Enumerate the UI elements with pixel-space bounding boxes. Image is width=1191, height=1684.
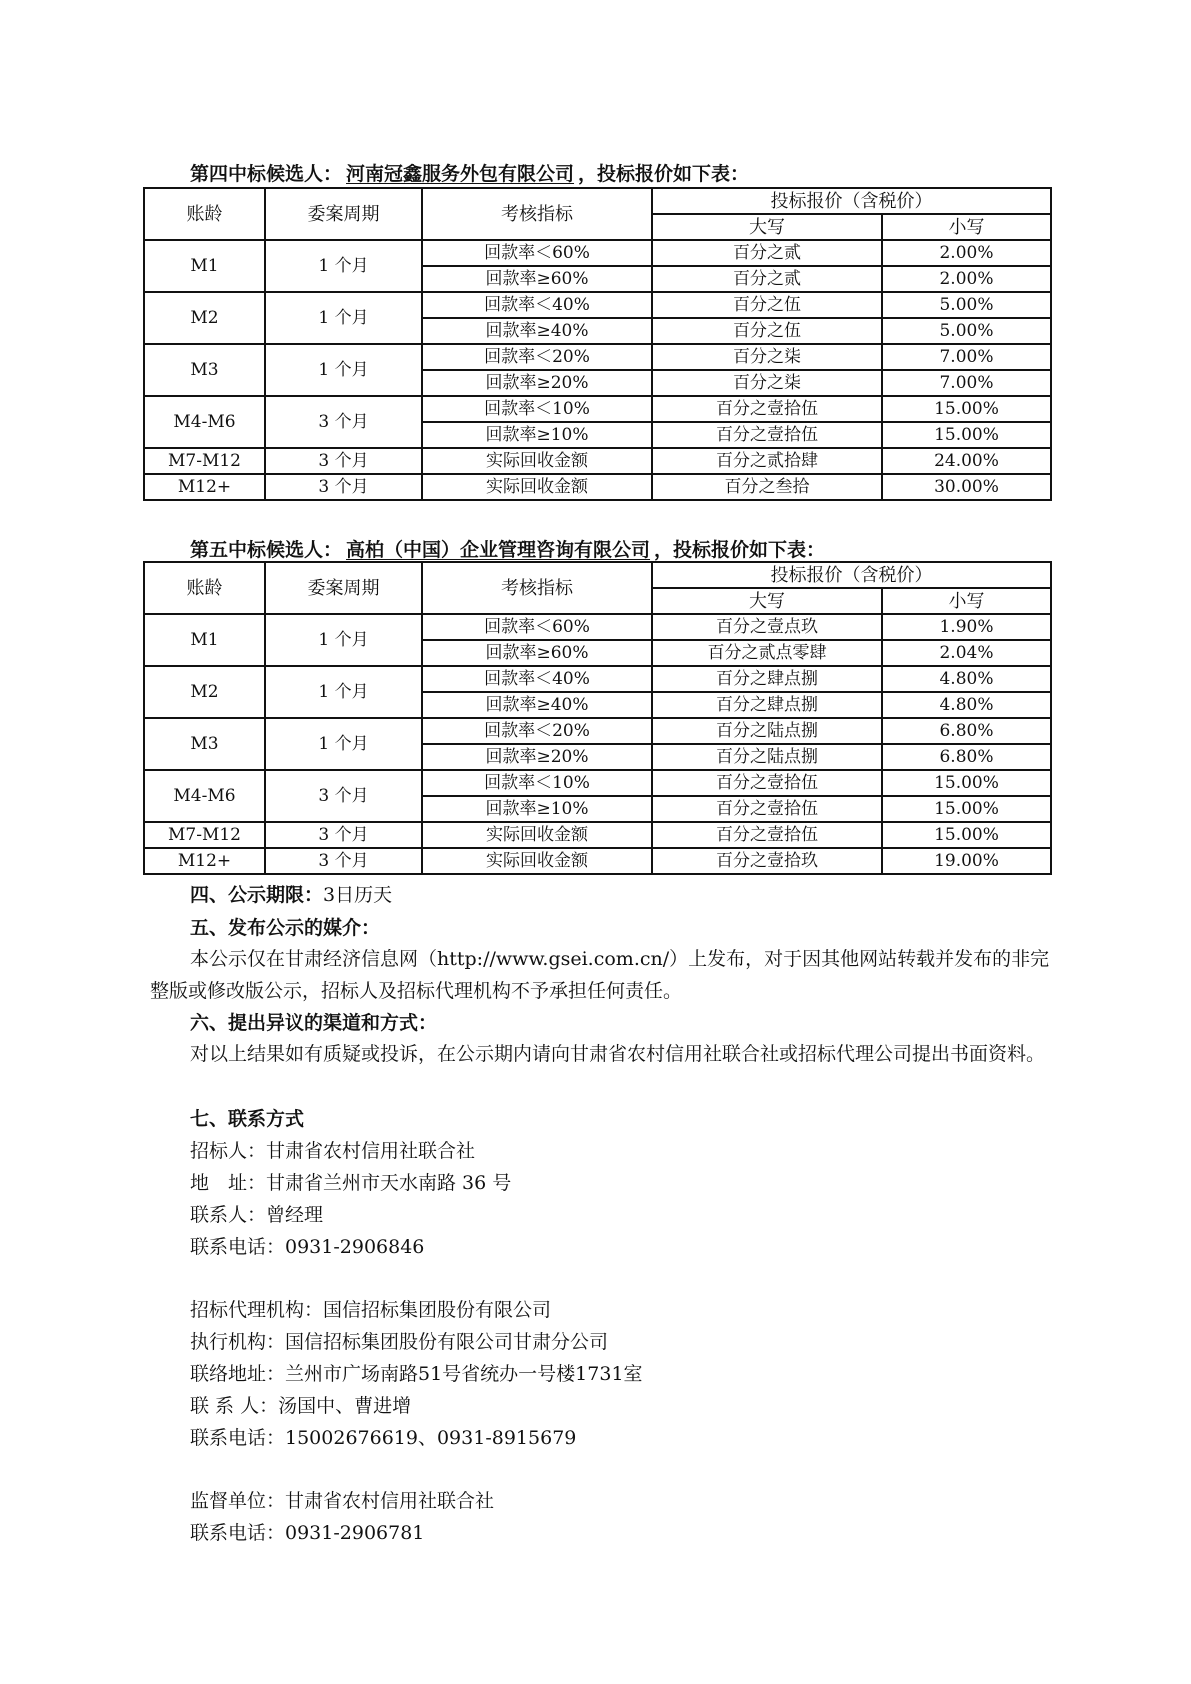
agency-phone: 联系电话：15002676619、0931-8915679	[190, 1427, 577, 1449]
period-cell: 1 个月	[265, 666, 422, 718]
upper-price-cell: 百分之壹拾伍	[652, 422, 882, 448]
table5-caption-prefix: 第五中标候选人：	[190, 539, 343, 561]
lower-price-cell: 2.00%	[882, 240, 1051, 266]
indicator-cell: 回款率≥20%	[422, 744, 652, 770]
lower-price-cell: 15.00%	[882, 822, 1051, 848]
table-row	[144, 614, 1051, 640]
lower-price-cell: 15.00%	[882, 396, 1051, 422]
upper-price-cell: 百分之伍	[652, 318, 882, 344]
upper-price-cell: 百分之叁拾	[652, 474, 882, 500]
indicator-cell: 回款率＜40%	[422, 292, 652, 318]
age-cell: M3	[144, 718, 265, 770]
indicator-cell: 回款率≥20%	[422, 370, 652, 396]
period-cell: 3 个月	[265, 474, 422, 500]
upper-price-cell: 百分之壹拾伍	[652, 770, 882, 796]
lower-price-cell: 4.80%	[882, 666, 1051, 692]
lower-price-cell: 7.00%	[882, 344, 1051, 370]
upper-price-cell: 百分之壹拾伍	[652, 822, 882, 848]
upper-price-cell: 百分之贰	[652, 240, 882, 266]
tenderer-address: 地 址：甘肃省兰州市天水南路 36 号	[190, 1172, 512, 1194]
upper-price-cell: 百分之壹拾伍	[652, 796, 882, 822]
indicator-cell: 回款率＜20%	[422, 718, 652, 744]
lower-price-cell: 4.80%	[882, 692, 1051, 718]
table5-company: 高柏（中国）企业管理咨询有限公司	[346, 539, 651, 561]
table4-caption-prefix: 第四中标候选人：	[190, 163, 343, 185]
upper-price-cell: 百分之伍	[652, 292, 882, 318]
lower-price-cell: 1.90%	[882, 614, 1051, 640]
indicator-cell: 实际回收金额	[422, 822, 652, 848]
table4-caption-suffix: ，投标报价如下表：	[578, 163, 750, 185]
table-row	[144, 666, 1051, 692]
section7-heading: 七、联系方式	[190, 1108, 305, 1130]
indicator-cell: 回款率≥60%	[422, 640, 652, 666]
period-cell: 3 个月	[265, 448, 422, 474]
header-age: 账龄	[144, 562, 265, 614]
header-indicator: 考核指标	[422, 188, 652, 240]
period-cell: 1 个月	[265, 718, 422, 770]
age-cell: M4-M6	[144, 770, 265, 822]
period-cell: 3 个月	[265, 770, 422, 822]
age-cell: M2	[144, 666, 265, 718]
upper-price-cell: 百分之贰拾肆	[652, 448, 882, 474]
indicator-cell: 回款率＜10%	[422, 770, 652, 796]
header-indicator: 考核指标	[422, 562, 652, 614]
upper-price-cell: 百分之贰	[652, 266, 882, 292]
lower-price-cell: 30.00%	[882, 474, 1051, 500]
table-row	[144, 718, 1051, 744]
table4-caption	[190, 159, 749, 186]
table-row	[144, 344, 1051, 370]
supervisor-phone: 联系电话：0931-2906781	[190, 1522, 425, 1544]
table-row	[144, 396, 1051, 422]
header-age: 账龄	[144, 188, 265, 240]
table5-caption-suffix: ，投标报价如下表：	[654, 539, 826, 561]
header-upper: 大写	[652, 214, 882, 240]
upper-price-cell: 百分之贰点零肆	[652, 640, 882, 666]
agency-name: 招标代理机构：国信招标集团股份有限公司	[190, 1299, 552, 1321]
header-price: 投标报价（含税价）	[652, 188, 1051, 214]
age-cell: M7-M12	[144, 822, 265, 848]
upper-price-cell: 百分之柒	[652, 370, 882, 396]
period-cell: 1 个月	[265, 614, 422, 666]
table4-company: 河南冠鑫服务外包有限公司	[346, 163, 575, 185]
age-cell: M1	[144, 240, 265, 292]
indicator-cell: 回款率≥40%	[422, 318, 652, 344]
upper-price-cell: 百分之陆点捌	[652, 718, 882, 744]
agency-executor: 执行机构：国信招标集团股份有限公司甘肃分公司	[190, 1331, 609, 1353]
upper-price-cell: 百分之壹拾玖	[652, 848, 882, 874]
header-price: 投标报价（含税价）	[652, 562, 1051, 588]
header-row	[144, 562, 1051, 588]
lower-price-cell: 5.00%	[882, 292, 1051, 318]
tenderer-contact: 联系人：曾经理	[190, 1204, 324, 1226]
indicator-cell: 实际回收金额	[422, 474, 652, 500]
indicator-cell: 回款率＜20%	[422, 344, 652, 370]
indicator-cell: 回款率＜60%	[422, 240, 652, 266]
age-cell: M2	[144, 292, 265, 344]
indicator-cell: 回款率＜60%	[422, 614, 652, 640]
upper-price-cell: 百分之肆点捌	[652, 666, 882, 692]
table-row	[144, 240, 1051, 266]
upper-price-cell: 百分之陆点捌	[652, 744, 882, 770]
bid-table-5	[143, 561, 1052, 875]
table5-caption	[190, 535, 825, 562]
lower-price-cell: 19.00%	[882, 848, 1051, 874]
header-lower: 小写	[882, 214, 1051, 240]
age-cell: M3	[144, 344, 265, 396]
period-cell: 3 个月	[265, 848, 422, 874]
agency-contact: 联 系 人：汤国中、曹进增	[190, 1395, 412, 1417]
header-period: 委案周期	[265, 188, 422, 240]
indicator-cell: 回款率＜10%	[422, 396, 652, 422]
age-cell: M4-M6	[144, 396, 265, 448]
section4-value: 3日历天	[323, 884, 393, 906]
header-row	[144, 188, 1051, 214]
section5-body: 本公示仅在甘肃经济信息网（http://www.gsei.com.cn/）上发布，对于因其他网站转载并发布的非完整版或修改版公示，招标人及招标代理机构不予承担任何责任。	[150, 948, 1050, 1002]
lower-price-cell: 24.00%	[882, 448, 1051, 474]
lower-price-cell: 15.00%	[882, 422, 1051, 448]
period-cell: 1 个月	[265, 292, 422, 344]
lower-price-cell: 6.80%	[882, 718, 1051, 744]
lower-price-cell: 2.00%	[882, 266, 1051, 292]
period-cell: 3 个月	[265, 396, 422, 448]
indicator-cell: 回款率≥10%	[422, 422, 652, 448]
indicator-cell: 回款率≥10%	[422, 796, 652, 822]
period-cell: 1 个月	[265, 344, 422, 396]
header-upper: 大写	[652, 588, 882, 614]
table-row	[144, 770, 1051, 796]
indicator-cell: 回款率≥40%	[422, 692, 652, 718]
indicator-cell: 实际回收金额	[422, 848, 652, 874]
supervisor-name: 监督单位：甘肃省农村信用社联合社	[190, 1490, 495, 1512]
age-cell: M12+	[144, 848, 265, 874]
header-lower: 小写	[882, 588, 1051, 614]
table-row	[144, 292, 1051, 318]
lower-price-cell: 6.80%	[882, 744, 1051, 770]
period-cell: 1 个月	[265, 240, 422, 292]
upper-price-cell: 百分之壹拾伍	[652, 396, 882, 422]
age-cell: M12+	[144, 474, 265, 500]
lower-price-cell: 7.00%	[882, 370, 1051, 396]
lower-price-cell: 2.04%	[882, 640, 1051, 666]
age-cell: M1	[144, 614, 265, 666]
lower-price-cell: 15.00%	[882, 796, 1051, 822]
section4-heading: 四、公示期限：	[190, 884, 324, 906]
table-row	[144, 474, 1051, 500]
lower-price-cell: 5.00%	[882, 318, 1051, 344]
table-row	[144, 448, 1051, 474]
bid-table-4	[143, 187, 1052, 501]
header-period: 委案周期	[265, 562, 422, 614]
tenderer-phone: 联系电话：0931-2906846	[190, 1236, 425, 1258]
upper-price-cell: 百分之柒	[652, 344, 882, 370]
upper-price-cell: 百分之肆点捌	[652, 692, 882, 718]
table-row	[144, 848, 1051, 874]
indicator-cell: 实际回收金额	[422, 448, 652, 474]
upper-price-cell: 百分之壹点玖	[652, 614, 882, 640]
section4	[190, 880, 392, 907]
indicator-cell: 回款率≥60%	[422, 266, 652, 292]
indicator-cell: 回款率＜40%	[422, 666, 652, 692]
age-cell: M7-M12	[144, 448, 265, 474]
section6-heading: 六、提出异议的渠道和方式：	[190, 1012, 438, 1034]
tenderer-name: 招标人：甘肃省农村信用社联合社	[190, 1140, 476, 1162]
section5-heading: 五、发布公示的媒介：	[190, 917, 381, 939]
period-cell: 3 个月	[265, 822, 422, 848]
table-row	[144, 822, 1051, 848]
agency-address: 联络地址：兰州市广场南路51号省统办一号楼1731室	[190, 1363, 643, 1385]
section6-body: 对以上结果如有质疑或投诉，在公示期内请向甘肃省农村信用社联合社或招标代理公司提出书面资料。	[190, 1043, 1046, 1065]
lower-price-cell: 15.00%	[882, 770, 1051, 796]
